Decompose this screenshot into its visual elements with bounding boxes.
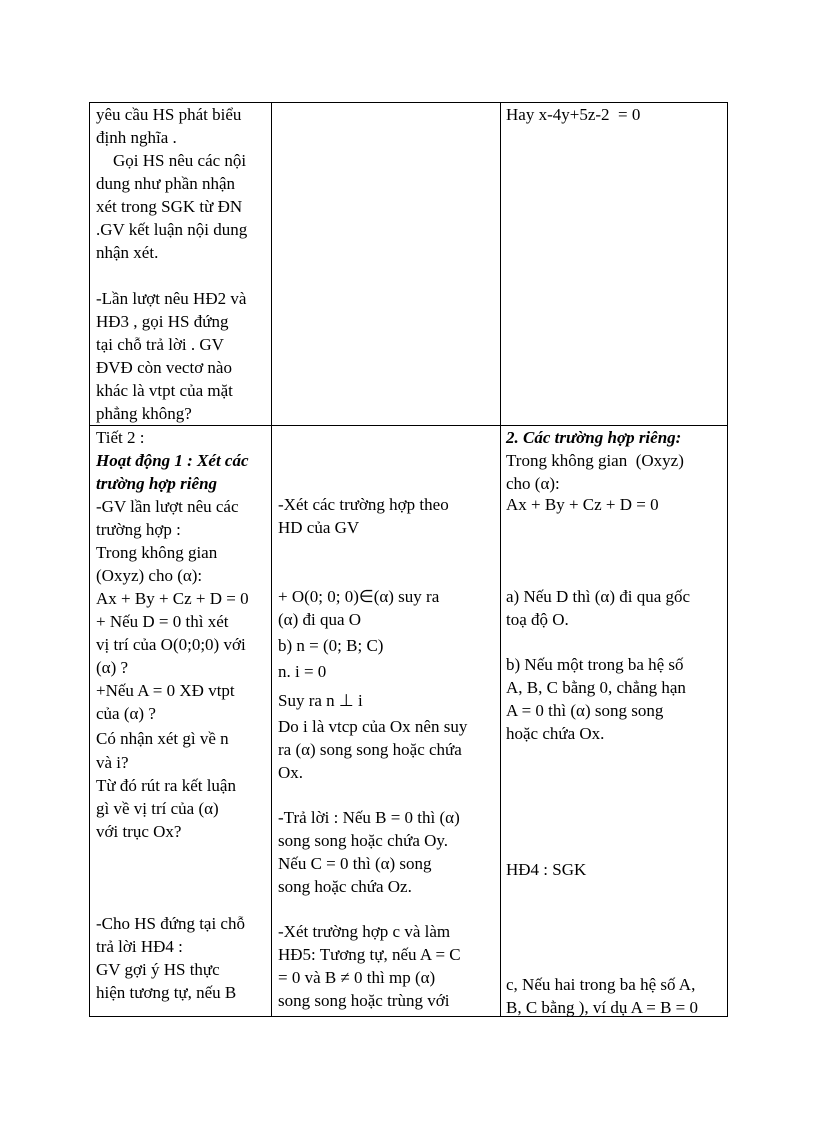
- text-line: vị trí của O(0;0;0) với: [96, 635, 246, 654]
- text-line: với trục Ox?: [96, 822, 182, 841]
- text-line: Suy ra n ⊥ i: [278, 691, 363, 710]
- text-line: GV gợi ý HS thực: [96, 960, 220, 979]
- text-line: a) Nếu D thì (α) đi qua gốc: [506, 587, 691, 606]
- text-line: Nếu C = 0 thì (α) song: [278, 854, 432, 873]
- text-line: ra (α) song song hoặc chứa: [278, 740, 462, 759]
- text-line: Gọi HS nêu các nội: [96, 151, 247, 170]
- text-line: HĐ5: Tương tự, nếu A = C: [278, 945, 461, 964]
- text-line: Ox.: [278, 763, 304, 782]
- text-line: Do i là vtcp của Ox nên suy: [278, 717, 468, 736]
- text-line: + Nếu D = 0 thì xét: [96, 612, 229, 631]
- text-line: ĐVĐ còn vectơ nào: [96, 358, 232, 377]
- text-line: gì về vị trí của (α): [96, 799, 219, 818]
- section-heading: 2. Các trường hợp riêng:: [506, 428, 682, 447]
- text-line: cho (α):: [506, 474, 560, 493]
- text-line: Ax + By + Cz + D = 0: [96, 589, 249, 608]
- text-line: Từ đó rút ra kết luận: [96, 776, 236, 795]
- text-line: -Lần lượt nêu HĐ2 và: [96, 289, 247, 308]
- text-line: A, B, C bằng 0, chẳng hạn: [506, 678, 686, 697]
- text-line: yêu cầu HS phát biểu: [96, 105, 242, 124]
- text-line: (α) ?: [96, 658, 129, 677]
- text-line: song song hoặc trùng với: [278, 991, 450, 1010]
- text-line: Trong không gian: [96, 543, 218, 562]
- text-line: c, Nếu hai trong ba hệ số A,: [506, 975, 696, 994]
- text-line: Có nhận xét gì về n: [96, 729, 229, 748]
- activity-title: Hoạt động 1 : Xét các: [96, 451, 249, 470]
- text-line: Ax + By + Cz + D = 0: [506, 495, 659, 514]
- text-line: HĐ3 , gọi HS đứng: [96, 312, 229, 331]
- column-divider-2: [500, 103, 501, 1016]
- text-line: của (α) ?: [96, 704, 156, 723]
- text-line: trả lời HĐ4 :: [96, 937, 183, 956]
- text-line: -Xét trường hợp c và làm: [278, 922, 451, 941]
- text-line: +Nếu A = 0 XĐ vtpt: [96, 681, 235, 700]
- text-line: xét trong SGK từ ĐN: [96, 197, 243, 216]
- text-line: -Cho HS đứng tại chỗ: [96, 914, 245, 933]
- text-line: .GV kết luận nội dung: [96, 220, 248, 239]
- text-line: + O(0; 0; 0)∈(α) suy ra: [278, 587, 440, 606]
- text-line: toạ độ O.: [506, 610, 569, 629]
- text-line: hiện tương tự, nếu B: [96, 983, 237, 1002]
- text-line: b) n = (0; B; C): [278, 636, 384, 655]
- text-line: (α) đi qua O: [278, 610, 362, 629]
- text-line: HĐ4 : SGK: [506, 860, 587, 879]
- text-line: nhận xét.: [96, 243, 159, 262]
- text-line: định nghĩa .: [96, 128, 177, 147]
- text-line: -Trả lời : Nếu B = 0 thì (α): [278, 808, 460, 827]
- text-line: khác là vtpt của mặt: [96, 381, 233, 400]
- text-line: Trong không gian (Oxyz): [506, 451, 684, 470]
- text-line: phẳng không?: [96, 404, 192, 423]
- equation-line: Hay x-4y+5z-2 = 0: [506, 105, 641, 124]
- text-line: b) Nếu một trong ba hệ số: [506, 655, 684, 674]
- text-line: B, C bằng ), ví dụ A = B = 0: [506, 998, 699, 1017]
- text-line: dung như phần nhận: [96, 174, 236, 193]
- activity-title: trường hợp riêng: [96, 474, 218, 493]
- text-line: (Oxyz) cho (α):: [96, 566, 203, 585]
- text-line: A = 0 thì (α) song song: [506, 701, 664, 720]
- text-line: trường hợp :: [96, 520, 181, 539]
- text-line: và i?: [96, 753, 129, 772]
- text-line: hoặc chứa Ox.: [506, 724, 605, 743]
- text-line: -GV lần lượt nêu các: [96, 497, 239, 516]
- lesson-period: Tiết 2 :: [96, 428, 145, 447]
- text-line: HD của GV: [278, 518, 360, 537]
- text-line: tại chỗ trả lời . GV: [96, 335, 224, 354]
- text-line: = 0 và B ≠ 0 thì mp (α): [278, 968, 436, 987]
- text-line: n. i = 0: [278, 662, 327, 681]
- text-line: -Xét các trường hợp theo: [278, 495, 449, 514]
- text-line: song hoặc chứa Oz.: [278, 877, 412, 896]
- text-line: song song hoặc chứa Oy.: [278, 831, 449, 850]
- column-divider-1: [271, 103, 272, 1016]
